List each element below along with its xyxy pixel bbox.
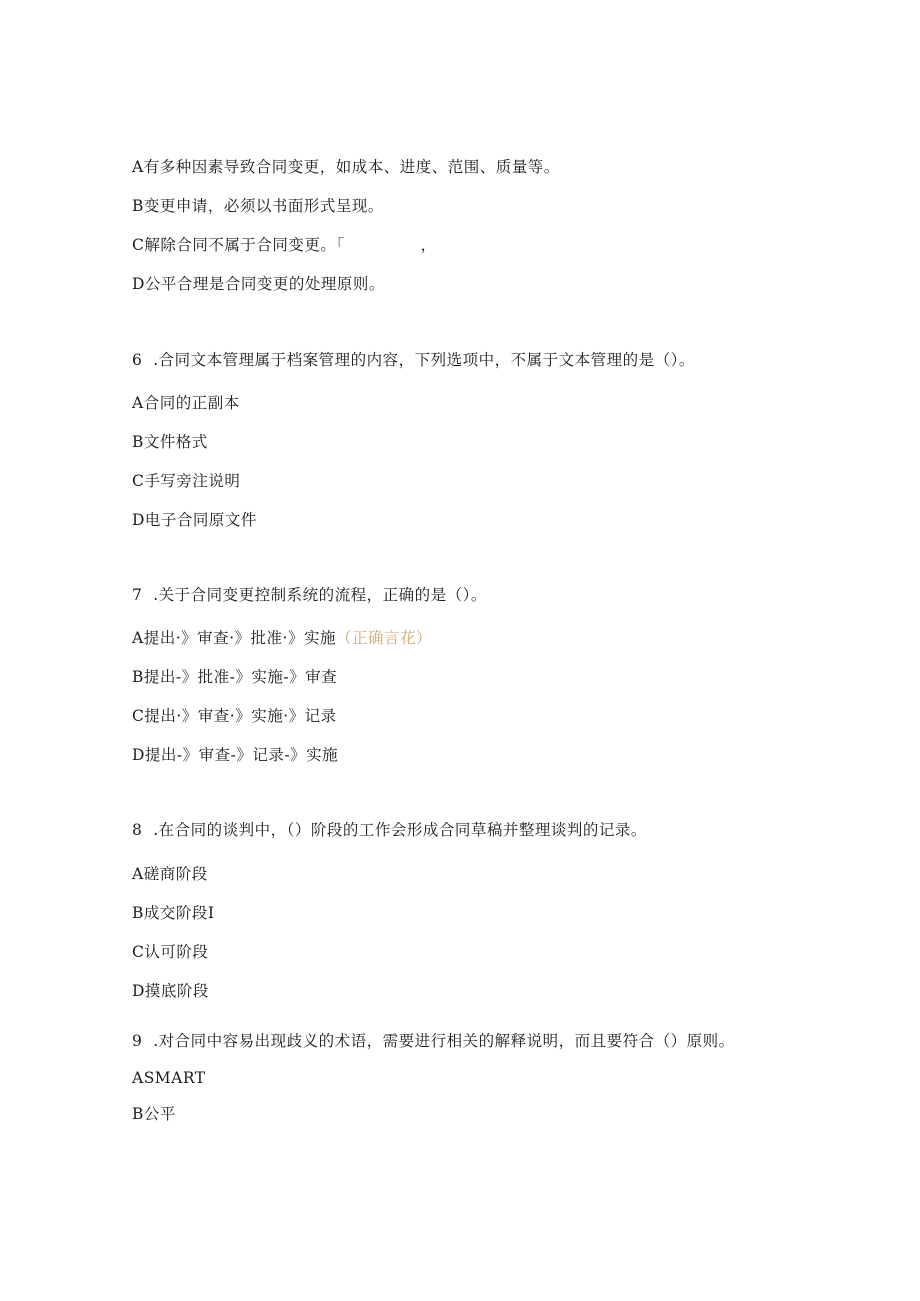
q6-option-d: D电子合同原文件 [132,511,257,529]
q7-option-a-text: A提出·》审查·》批准·》实施 [132,629,336,647]
q5-option-c-suffix: ， [420,236,437,254]
q8-option-b: B成交阶段I [132,904,215,922]
q8-option-c: C认可阶段 [132,943,209,961]
q9-question-text: 9 .对合同中容易出现歧义的术语，需要进行相关的解释说明，而且要符合（）原则。 [132,1032,735,1050]
q8-option-a: A磋商阶段 [132,865,208,883]
q5-option-b: B变更申请，必须以书面形式呈现。 [132,197,384,215]
q7-option-a-annotation: （正确言花） [335,629,432,647]
q9-option-a: ASMART [132,1069,206,1087]
q8-option-d: D摸底阶段 [132,982,209,1000]
q7-option-c: C提出·》审查·》实施·》记录 [132,707,337,725]
q7-option-d: D提出-》审查-》记录-》实施 [132,746,339,764]
q5-option-c [132,235,437,255]
q5-option-c-text: C解除合同不属于合同变更。「 [132,236,345,254]
q5-option-d: D公平合理是合同变更的处理原则。 [132,275,385,293]
q6-question-text: 6 .合同文本管理属于档案管理的内容，下列选项中，不属于文本管理的是（）。 [132,351,695,369]
q7-option-b: B提出-》批准-》实施-》审查 [132,668,338,686]
q6-option-b: B文件格式 [132,433,208,451]
q6-option-c: C手写旁注说明 [132,472,241,490]
q5-option-a: A有多种因素导致合同变更，如成本、进度、范围、质量等。 [132,158,560,176]
q6-option-a: A合同的正副本 [132,394,240,412]
q7-option-a [132,628,432,648]
q9-option-b: B公平 [132,1105,176,1123]
q7-question-text: 7 .关于合同变更控制系统的流程，正确的是（）。 [132,586,487,604]
q8-question-text: 8 .在合同的谈判中，（）阶段的工作会形成合同草稿并整理谈判的记录。 [132,821,647,839]
